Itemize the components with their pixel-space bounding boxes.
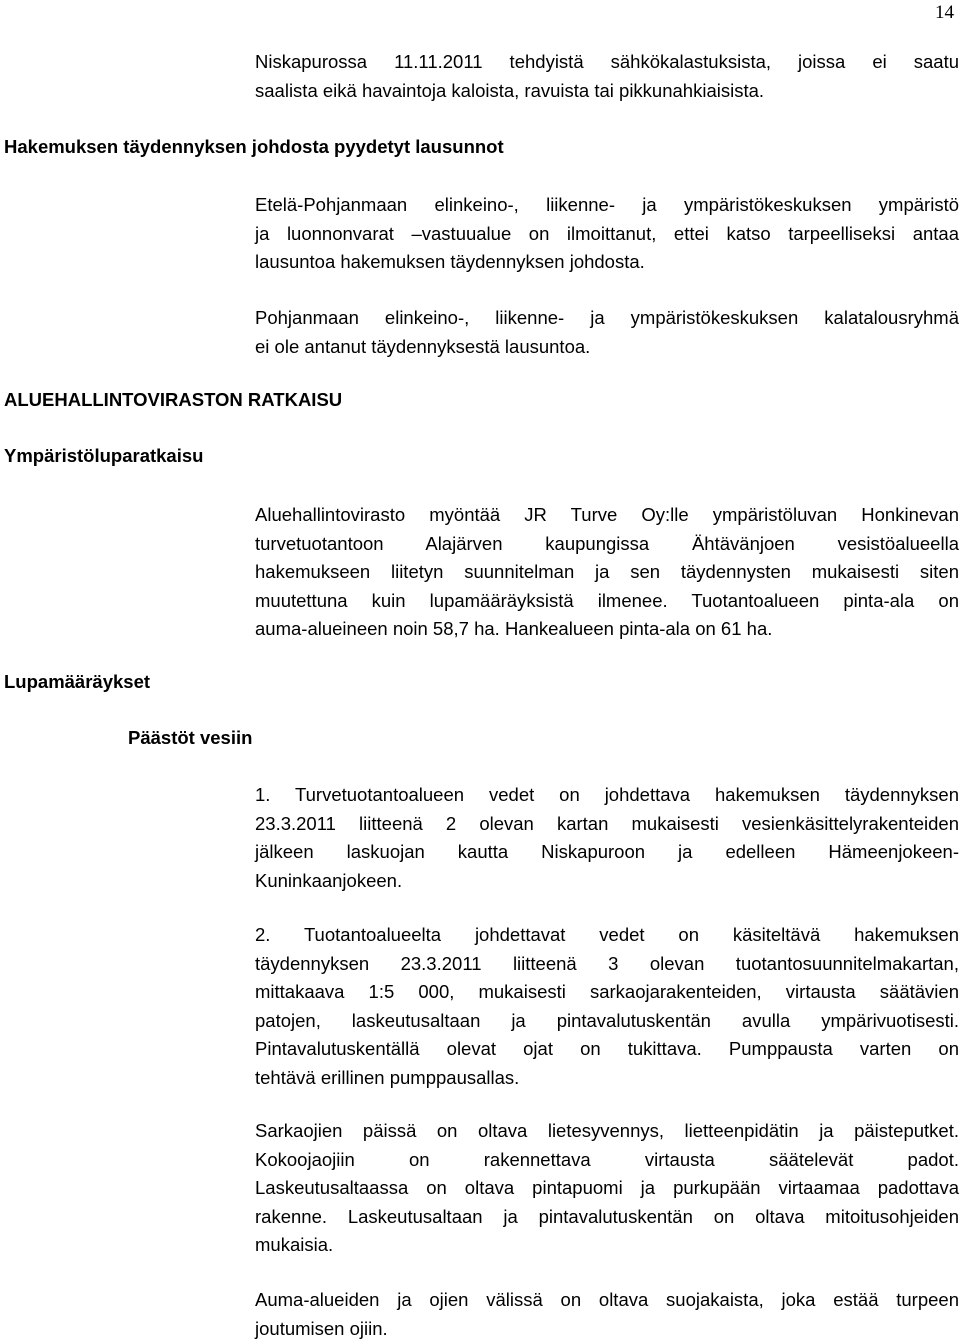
text-line: rakenne. Laskeutusaltaan ja pintavalutuskentän on oltava mitoitusohjeiden bbox=[255, 1203, 959, 1232]
text-line: 23.3.2011 liitteenä 2 olevan kartan mukaisesti vesienkäsittelyrakenteiden bbox=[255, 810, 959, 839]
text-line: joutumisen ojiin. bbox=[255, 1315, 959, 1343]
decision-paragraph bbox=[255, 501, 959, 644]
text-line: turvetuotantoon Alajärven kaupungissa Ähtävänjoen vesistöalueella bbox=[255, 530, 959, 559]
text-line: Kokoojaojiin on rakennettava virtausta säätelevät padot. bbox=[255, 1146, 959, 1175]
heading-permit-conditions: Lupamääräykset bbox=[4, 671, 150, 693]
text-line: Laskeutusaltaassa on oltava pintapuomi ja purkupään virtaamaa padottava bbox=[255, 1174, 959, 1203]
heading-emissions-to-water: Päästöt vesiin bbox=[128, 727, 252, 749]
page-number: 14 bbox=[935, 2, 954, 24]
text-line: hakemukseen liitetyn suunnitelman ja sen täydennysten mukaisesti siten bbox=[255, 558, 959, 587]
text-line: Pintavalutuskentällä olevat ojat on tukittava. Pumppausta varten on bbox=[255, 1035, 959, 1064]
text-line: täydennyksen 23.3.2011 liitteenä 3 olevan tuotantosuunnitelmakartan, bbox=[255, 950, 959, 979]
statement-2-paragraph bbox=[255, 304, 959, 361]
text-line: 2. Tuotantoalueelta johdettavat vedet on käsiteltävä hakemuksen bbox=[255, 921, 959, 950]
intro-paragraph bbox=[255, 48, 959, 105]
text-line: Etelä-Pohjanmaan elinkeino-, liikenne- ja ympäristökeskuksen ympäristö bbox=[255, 191, 959, 220]
text-line: ja luonnonvarat –vastuualue on ilmoittanut, ettei katso tarpeelliseksi antaa bbox=[255, 220, 959, 249]
text-line: patojen, laskeutusaltaan ja pintavalutuskentän avulla ympärivuotisesti. bbox=[255, 1007, 959, 1036]
text-line: 1. Turvetuotantoalueen vedet on johdettava hakemuksen täydennyksen bbox=[255, 781, 959, 810]
text-line: ei ole antanut täydennyksestä lausuntoa. bbox=[255, 333, 959, 362]
text-line: Kuninkaanjokeen. bbox=[255, 867, 959, 896]
condition-1-paragraph bbox=[255, 781, 959, 895]
text-line: mittakaava 1:5 000, mukaisesti sarkaojarakenteiden, virtausta säätävien bbox=[255, 978, 959, 1007]
text-line: Pohjanmaan elinkeino-, liikenne- ja ympäristökeskuksen kalatalousryhmä bbox=[255, 304, 959, 333]
condition-2c-paragraph bbox=[255, 1286, 959, 1343]
text-line: Aluehallintovirasto myöntää JR Turve Oy:lle ympäristöluvan Honkinevan bbox=[255, 501, 959, 530]
condition-2b-paragraph bbox=[255, 1117, 959, 1260]
text-line: auma-alueineen noin 58,7 ha. Hankealueen pinta-ala on 61 ha. bbox=[255, 615, 959, 644]
heading-permit-decision: Ympäristöluparatkaisu bbox=[4, 445, 203, 467]
heading-supplement-statements: Hakemuksen täydennyksen johdosta pyydetyt lausunnot bbox=[4, 136, 504, 158]
text-line: Auma-alueiden ja ojien välissä on oltava suojakaista, joka estää turpeen bbox=[255, 1286, 959, 1315]
text-line: Sarkaojien päissä on oltava lietesyvennys, lietteenpidätin ja päisteputket. bbox=[255, 1117, 959, 1146]
text-line: Niskapurossa 11.11.2011 tehdyistä sähkökalastuksista, joissa ei saatu bbox=[255, 48, 959, 77]
text-line: mukaisia. bbox=[255, 1231, 959, 1260]
statement-1-paragraph bbox=[255, 191, 959, 277]
text-line: tehtävä erillinen pumppausallas. bbox=[255, 1064, 959, 1093]
text-line: lausuntoa hakemuksen täydennyksen johdosta. bbox=[255, 248, 959, 277]
text-line: muutettuna kuin lupamääräyksistä ilmenee. Tuotantoalueen pinta-ala on bbox=[255, 587, 959, 616]
condition-2-paragraph bbox=[255, 921, 959, 1092]
text-line: jälkeen laskuojan kautta Niskapuroon ja edelleen Hämeenjokeen- bbox=[255, 838, 959, 867]
text-line: saalista eikä havaintoja kaloista, ravuista tai pikkunahkiaisista. bbox=[255, 77, 959, 106]
heading-decision: ALUEHALLINTOVIRASTON RATKAISU bbox=[4, 389, 342, 411]
